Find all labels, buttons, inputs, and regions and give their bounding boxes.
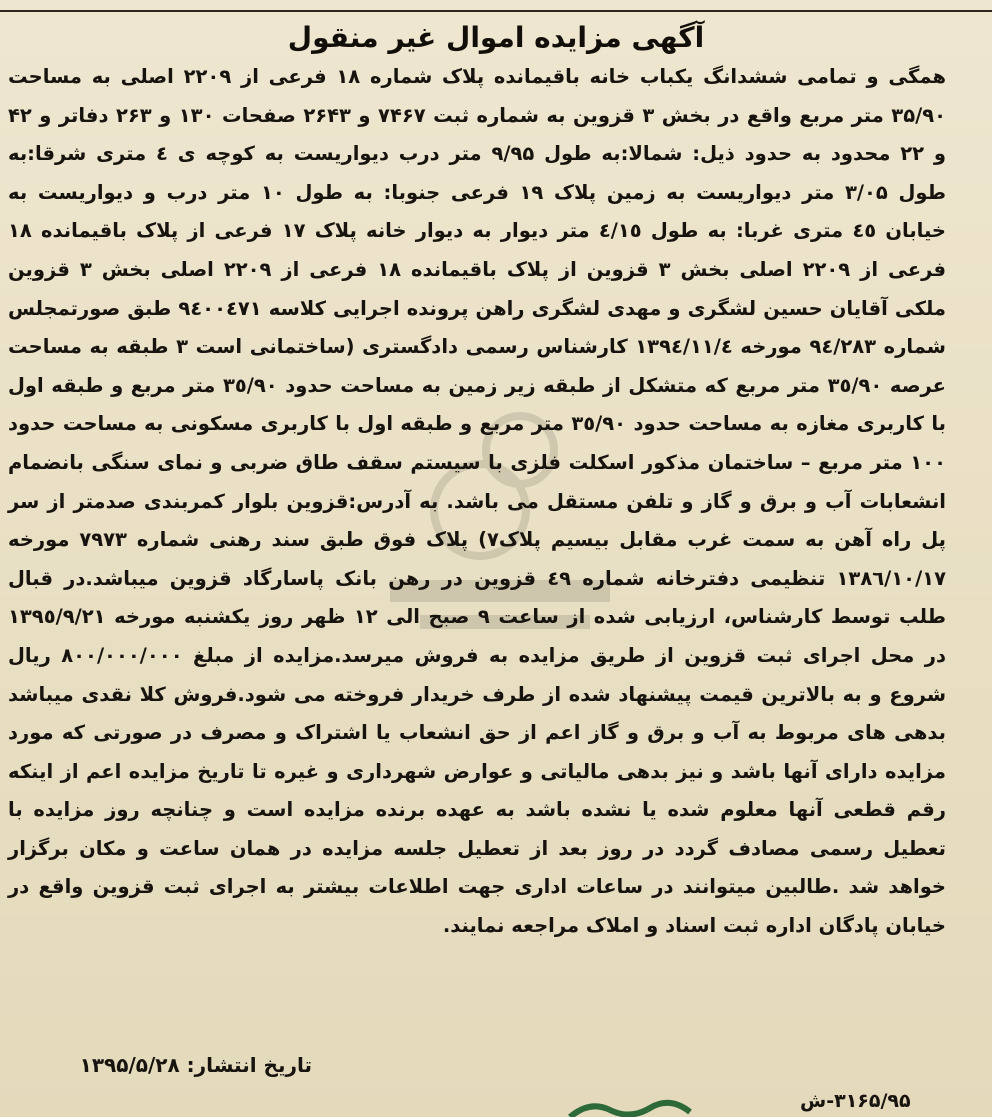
cropped-stamp-icon <box>560 1098 720 1117</box>
notice-title: آگهی مزایده اموال غیر منقول <box>287 21 705 54</box>
reference-code: ۳۱۶۵/۹۵-ش <box>800 1090 911 1112</box>
notice-body: همگی و تمامی ششدانگ یکباب خانه باقیمانده پلاک شماره ۱۸ فرعی از ۲۲۰۹ اصلی به مساحت ۳۵/۹۰ متر مربع واقع در بخش ۳ قزوین به شماره ثبت ۷۴۶۷ و ۲۶۴۳ صفحات ۱۳۰ و ۲۶۳ دفاتر و ۴۲ و ۲۲ محدود به حدود ذیل: شمالا:به طول ۹/۹۵ متر درب دیواریست به کوچه ی ٤ متری شرقا:به طول ۳/۰۵ متر دیواریست به زمین پلاک ۱۹ فرعی جنوبا: به طول ۱۰ متر درب و دیواریست به خیابان ٤٥ متری غربا: به طول ٤/١٥ متر دیوار به دیوار خانه پلاک ١٧ فرعی از پلاک باقیمانده ١٨ فرعی از ٢٢٠٩ اصلی بخش ٣ قزوین از پلاک باقیمانده ١٨ فرعی از ٢٢٠٩ اصلی بخش ٣ قزوین ملکی آقایان حسین لشگری و مهدی لشگری راهن پرونده اجرایی کلاسه ٩٤٠٠٤٧١ طبق صورتمجلس شماره ٩٤/٢٨٣ مورخه ١٣٩٤/١١/٤ کارشناس رسمی دادگستری (ساختمانی است ٣ طبقه به مساحت عرصه ٣٥/٩٠ متر مربع که متشکل از طبقه زیر زمین به مساحت حدود ٣٥/٩٠ متر مربع و طبقه اول با کاربری مغازه به مساحت حدود ٣٥/٩٠ متر مربع و طبقه اول با کاربری مسکونی به مساحت حدود ١٠٠ متر مربع – ساختمان مذکور اسکلت فلزی با سیستم سقف طاق ضربی و نمای سنگی بانضمام انشعابات آب و برق و گاز و تلفن مستقل می باشد. به آدرس:قزوین بلوار کمربندی صدمتر از سر پل راه آهن به سمت غرب مقابل بیسیم پلاک٧) پلاک فوق طبق سند رهنی شماره ٧٩٧٣ مورخه ١٣٨٦/١٠/١٧ تنظیمی دفترخانه شماره ٤٩ قزوین در رهن بانک پاسارگاد قزوین میباشد.در قبال طلب توسط کارشناس، ارزیابی شده از ساعت ٩ صبح الی ١٢ ظهر روز یکشنبه مورخه ١٣٩٥/٩/٢١ در محل اجرای ثبت قزوین از طریق مزایده به فروش میرسد.مزایده از مبلغ ٨٠٠/٠٠٠/٠٠٠ ریال شروع و به بالاترین قیمت پیشنهاد شده از طرف خریدار فروخته می شود.فروش کلا نقدی میباشد بدهی های مربوط به آب و برق و گاز اعم از حق انشعاب یا اشتراک و مصرف در صورتی که مورد مزایده دارای آنها باشد و نیز بدهی مالیاتی و عوارض شهرداری و غیره تا تاریخ مزایده اعم از اینکه رقم قطعی آنها معلوم شده یا نشده باشد به عهده برنده مزایده است و چنانچه روز مزایده با تعطیل رسمی مصادف گردد در روز بعد از تعطیل جلسه مزایده در همان ساعت و مکان برگزار خواهد شد .طالبین میتوانند در ساعات اداری جهت اطلاعات بیشتر به اجرای ثبت قزوین واقع در خیابان پادگان اداره ثبت اسناد و املاک مراجعه نمایند. <box>8 65 947 938</box>
publication-date: تاریخ انتشار: ۱۳۹۵/۵/۲۸ <box>79 1053 312 1077</box>
top-border-rule <box>0 10 992 12</box>
